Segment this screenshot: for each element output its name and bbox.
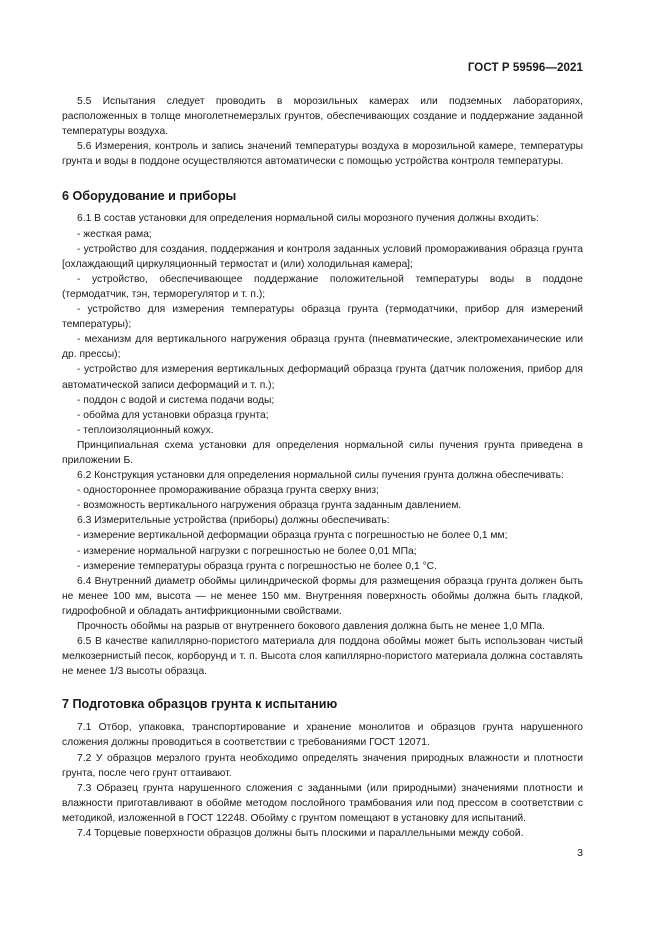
paragraph-7-3: 7.3 Образец грунта нарушенного сложения с заданными (или природными) значениями плотности и влажности приготавливают в обойме методом послойного трамбования или под прессом в соответствии с методикой, изложенной в ГОСТ 12248. Обойму с грунтом помещают в установку для испытаний. xyxy=(62,782,583,824)
list-item: - измерение вертикальной деформации образца грунта с погрешностью не более 0,1 мм; xyxy=(77,530,508,542)
list-item: - теплоизоляционный кожух. xyxy=(77,424,214,436)
list-item: - устройство для измерения вертикальных деформаций образца грунта (датчик положения, прибор для автоматической записи деформаций и т. п.); xyxy=(62,364,583,391)
list-item: - обойма для установки образца грунта; xyxy=(77,409,269,421)
paragraph-5-5: 5.5 Испытания следует проводить в морозильных камерах или подземных лабораториях, расположенных в толще многолетнемерзлых грунтов, обеспечивающих создание и поддержание заданной температуры воздуха. xyxy=(62,96,583,138)
paragraph-7-2: 7.2 У образцов мерзлого грунта необходимо определять значения природных влажности и плотности грунта, после чего грунт оттаивают. xyxy=(62,752,583,779)
section-7-heading: 7 Подготовка образцов грунта к испытанию xyxy=(62,697,338,712)
paragraph-schema-reference: Принципиальная схема установки для определения нормальной силы пучения грунта приведена в приложении Б. xyxy=(62,439,583,466)
list-item: - одностороннее промораживание образца грунта сверху вниз; xyxy=(77,485,379,497)
paragraph-6-4: 6.4 Внутренний диаметр обоймы цилиндрической формы для размещения образца грунта должен быть не менее 100 мм, высота — не менее 150 мм. Внутренняя поверхность обоймы должна быть гладкой, гидрофобной и обладать антифрикционными свойствами. xyxy=(62,575,583,617)
list-item: - возможность вертикального нагружения образца грунта заданным давлением. xyxy=(77,500,462,512)
list-item: - устройство для создания, поддержания и контроля заданных условий промораживания образца грунта [охлаждающий циркуляционный термостат и (или) холодильная камера]; xyxy=(62,243,583,270)
section-6-heading: 6 Оборудование и приборы xyxy=(62,189,237,204)
list-item: - устройство для измерения температуры образца грунта (термодатчики, прибор для измерений температуры); xyxy=(62,304,583,331)
list-item: - поддон с водой и система подачи воды; xyxy=(77,394,275,406)
paragraph-6-2: 6.2 Конструкция установки для определения нормальной силы пучения грунта должна обеспечивать: xyxy=(77,470,564,482)
list-item: - жесткая рама; xyxy=(77,228,152,240)
list-item: - устройство, обеспечивающее поддержание положительной температуры воды в поддоне (термодатчик, тэн, терморегулятор и т. п.); xyxy=(62,273,583,300)
list-item: - измерение нормальной нагрузки с погрешностью не более 0,01 МПа; xyxy=(77,545,417,557)
paragraph-6-3: 6.3 Измерительные устройства (приборы) должны обеспечивать: xyxy=(77,515,390,527)
standard-id-header: ГОСТ Р 59596—2021 xyxy=(467,62,583,74)
paragraph-7-1: 7.1 Отбор, упаковка, транспортирование и хранение монолитов и образцов грунта нарушенного сложения должны проводиться в соответствии с требованиями ГОСТ 12071. xyxy=(62,722,583,749)
page-number: 3 xyxy=(577,847,583,859)
paragraph-5-6: 5.6 Измерения, контроль и запись значений температуры воздуха в морозильной камере, температуры грунта и воды в поддоне осуществляются автоматически с помощью устройства контроля температуры. xyxy=(62,141,583,168)
list-item: - измерение температуры образца грунта с погрешностью не более 0,1 °С. xyxy=(77,560,437,572)
paragraph-strength: Прочность обоймы на разрыв от внутреннего бокового давления должна быть не менее 1,0 МПа. xyxy=(77,621,545,632)
paragraph-6-1: 6.1 В состав установки для определения нормальной силы морозного пучения должны входить: xyxy=(77,213,539,225)
document-body xyxy=(62,94,583,841)
paragraph-7-4: 7.4 Торцевые поверхности образцов должны быть плоскими и параллельными между собой. xyxy=(77,828,524,840)
list-item: - механизм для вертикального нагружения образца грунта (пневматические, электромеханические или др. прессы); xyxy=(62,334,583,361)
paragraph-6-5: 6.5 В качестве капиллярно-пористого материала для поддона обоймы может быть использован чистый мелкозернистый песок, корборунд и т. п. Высота слоя капиллярно-пористого материала должна составлять не менее 1/3 высоты образца. xyxy=(62,636,583,678)
